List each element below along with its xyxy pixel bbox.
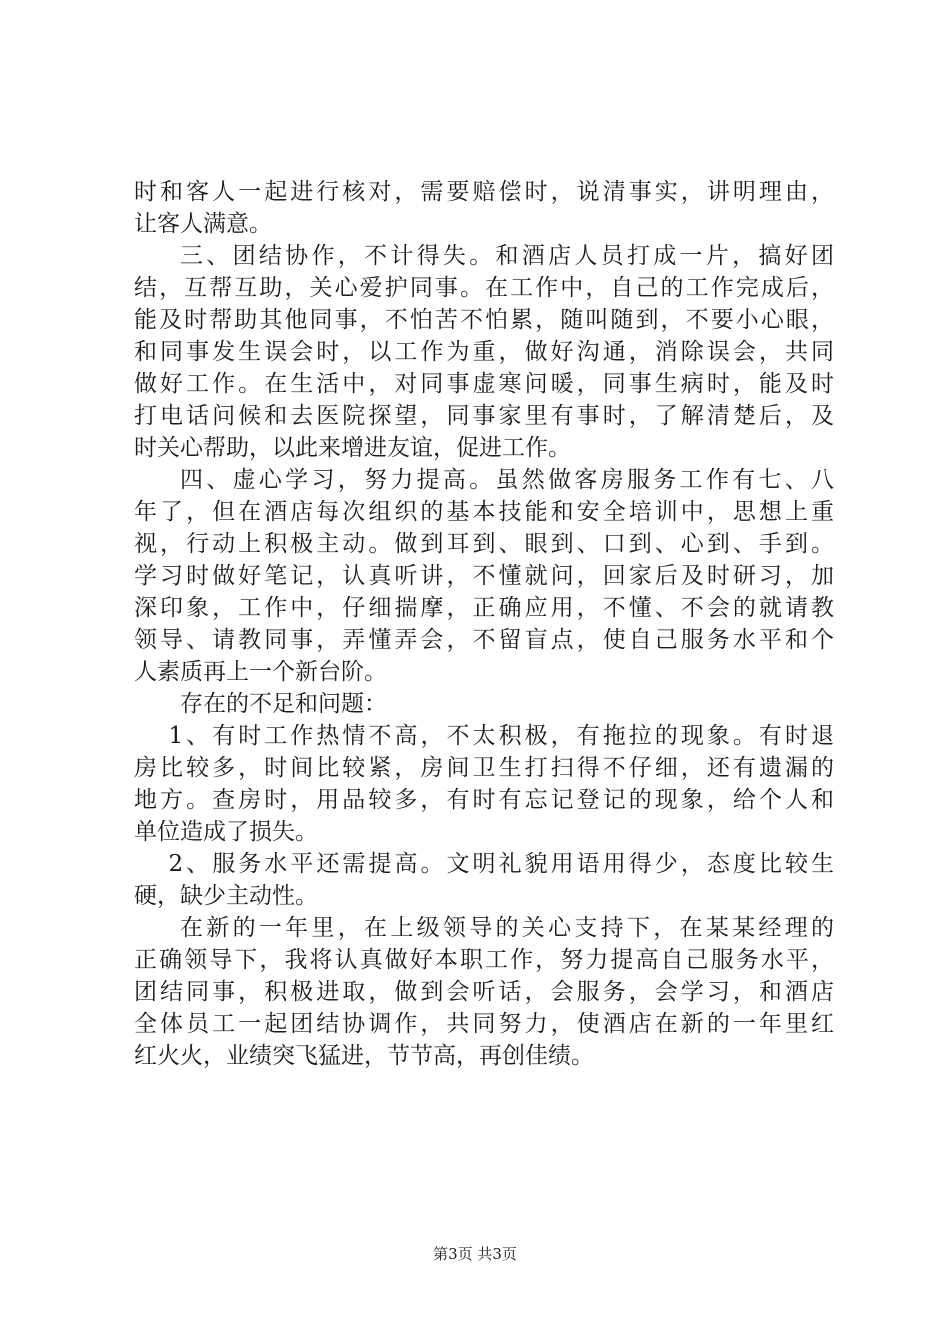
text-line: 正确领导下，我将认真做好本职工作，努力提高自己服务水平， <box>134 947 834 973</box>
text-line: 单位造成了损失。 <box>134 819 318 845</box>
text-line: 做好工作。在生活中，对同事虚寒问暖，同事生病时，能及时 <box>134 371 834 397</box>
text-line: 人素质再上一个新台阶。 <box>134 659 387 685</box>
text-line: 打电话问候和去医院探望，同事家里有事时，了解清楚后，及 <box>134 403 834 429</box>
text-line: 时和客人一起进行核对，需要赔偿时，说清事实，讲明理由， <box>134 179 834 205</box>
text-line: 1、有时工作热情不高，不太积极，有拖拉的现象。有时退 <box>168 723 834 749</box>
text-line: 三、团结协作，不计得失。和酒店人员打成一片，搞好团 <box>180 243 834 269</box>
text-line: 在新的一年里，在上级领导的关心支持下，在某某经理的 <box>180 915 834 941</box>
text-line: 让客人满意。 <box>134 211 272 237</box>
text-line: 存在的不足和问题： <box>180 691 387 717</box>
text-line: 全体员工一起团结协调作，共同努力，使酒店在新的一年里红 <box>134 1011 834 1037</box>
text-line: 房比较多，时间比较紧，房间卫生打扫得不仔细，还有遗漏的 <box>134 755 834 781</box>
text-line: 深印象，工作中，仔细揣摩，正确应用，不懂、不会的就请教 <box>134 595 834 621</box>
text-line: 四、虚心学习，努力提高。虽然做客房服务工作有七、八 <box>180 467 834 493</box>
text-line: 时关心帮助，以此来增进友谊，促进工作。 <box>134 435 571 461</box>
text-line: 2、服务水平还需提高。文明礼貌用语用得少，态度比较生 <box>168 851 834 877</box>
text-line: 领导、请教同事，弄懂弄会，不留盲点，使自己服务水平和个 <box>134 627 834 653</box>
text-line: 红火火，业绩突飞猛进，节节高，再创佳绩。 <box>134 1043 594 1069</box>
text-line: 硬，缺少主动性。 <box>134 883 318 909</box>
text-line: 学习时做好笔记，认真听讲，不懂就问，回家后及时研习，加 <box>134 563 834 589</box>
text-line: 结，互帮互助，关心爱护同事。在工作中，自己的工作完成后， <box>134 275 834 301</box>
text-line: 团结同事，积极进取，做到会听话，会服务，会学习，和酒店 <box>134 979 834 1005</box>
text-line: 地方。查房时，用品较多，有时有忘记登记的现象，给个人和 <box>134 787 834 813</box>
text-line: 和同事发生误会时，以工作为重，做好沟通，消除误会，共同 <box>134 339 834 365</box>
page-footer: 第3页 共3页 <box>433 1245 517 1263</box>
text-line: 年了，但在酒店每次组织的基本技能和安全培训中，思想上重 <box>134 499 834 525</box>
document-body <box>134 176 834 1072</box>
text-line: 能及时帮助其他同事，不怕苦不怕累，随叫随到，不要小心眼， <box>134 307 834 333</box>
text-line: 视，行动上积极主动。做到耳到、眼到、口到、心到、手到。 <box>134 531 834 557</box>
